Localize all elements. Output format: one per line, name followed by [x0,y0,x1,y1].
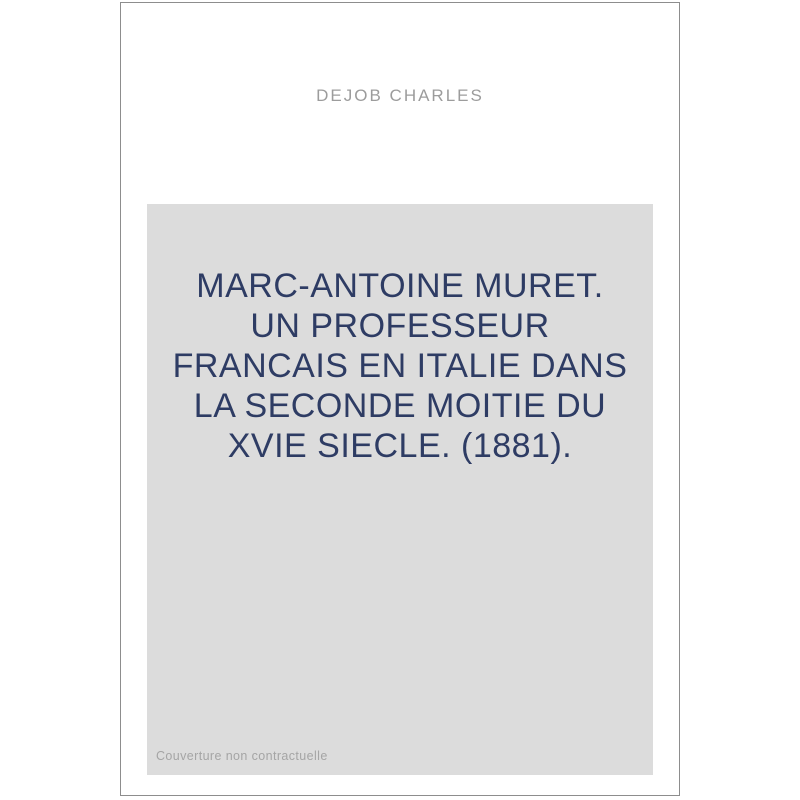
book-title-line-3: FRANCAIS EN ITALIE DANS [172,347,628,385]
author-name: DEJOB CHARLES [316,86,484,105]
cover-area [147,204,653,775]
cover-disclaimer: Couverture non contractuelle [156,749,328,763]
book-title [147,204,653,466]
book-title-line-1: MARC-ANTOINE MURET. [196,267,604,305]
book-title-line-5: XVIE SIECLE. (1881). [227,427,573,465]
book-cover-placeholder [120,2,680,796]
book-title-line-4: LA SECONDE MOITIE DU [193,387,607,425]
book-title-line-2: UN PROFESSEUR [250,307,550,345]
